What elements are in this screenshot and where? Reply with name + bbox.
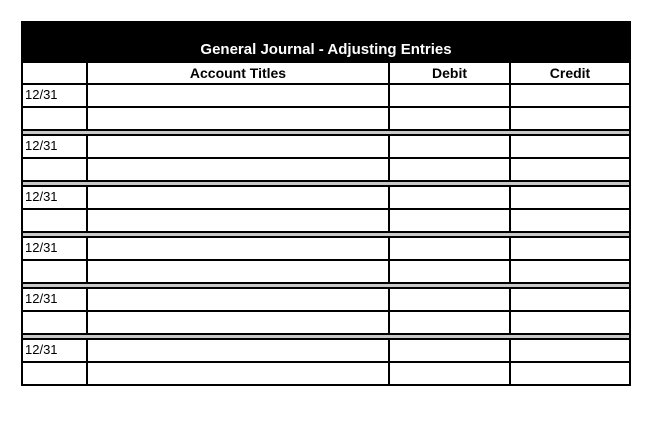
entry-6-line-1 <box>23 338 629 361</box>
general-journal-table <box>21 21 631 386</box>
entry-4-date: 12/31 <box>25 240 58 255</box>
entry-6-credit-cell[interactable] <box>509 340 629 361</box>
column-header-row <box>23 61 629 83</box>
entry-4-credit-cell[interactable] <box>509 238 629 259</box>
entry-5-debit-cell-2[interactable] <box>388 312 509 333</box>
entry-2-debit-cell-2[interactable] <box>388 159 509 180</box>
entry-6-credit-cell-2[interactable] <box>509 363 629 384</box>
entry-1-debit-cell[interactable] <box>388 85 509 106</box>
entry-5-date-blank <box>23 312 86 333</box>
entry-1-date: 12/31 <box>25 87 58 102</box>
account-titles-column-header: Account Titles <box>86 63 388 83</box>
entry-3-credit-cell[interactable] <box>509 187 629 208</box>
entry-1-debit-cell-2[interactable] <box>388 108 509 129</box>
entry-2-line-1 <box>23 134 629 157</box>
entry-1-account-cell-2[interactable] <box>86 108 388 129</box>
entry-4-account-cell[interactable] <box>86 238 388 259</box>
entry-4-line-2 <box>23 259 629 282</box>
entry-6-debit-cell[interactable] <box>388 340 509 361</box>
entry-5-line-1 <box>23 287 629 310</box>
entry-2-line-2 <box>23 157 629 180</box>
entry-4-credit-cell-2[interactable] <box>509 261 629 282</box>
entry-5-account-cell[interactable] <box>86 289 388 310</box>
debit-column-header: Debit <box>388 63 509 83</box>
entry-2-credit-cell[interactable] <box>509 136 629 157</box>
entry-2-date-blank <box>23 159 86 180</box>
entry-1-line-2 <box>23 106 629 129</box>
entry-4-debit-cell-2[interactable] <box>388 261 509 282</box>
entry-5-credit-cell-2[interactable] <box>509 312 629 333</box>
entry-1-credit-cell[interactable] <box>509 85 629 106</box>
entry-5-account-cell-2[interactable] <box>86 312 388 333</box>
entry-5-date: 12/31 <box>25 291 58 306</box>
entry-6-account-cell[interactable] <box>86 340 388 361</box>
entry-2-account-cell-2[interactable] <box>86 159 388 180</box>
entry-1-credit-cell-2[interactable] <box>509 108 629 129</box>
entry-2-credit-cell-2[interactable] <box>509 159 629 180</box>
entry-3-date-blank <box>23 210 86 231</box>
entry-3-account-cell-2[interactable] <box>86 210 388 231</box>
entry-6-debit-cell-2[interactable] <box>388 363 509 384</box>
entry-6-date-blank <box>23 363 86 384</box>
entry-3-line-2 <box>23 208 629 231</box>
entry-4-debit-cell[interactable] <box>388 238 509 259</box>
entry-1-line-1 <box>23 83 629 106</box>
entry-5-credit-cell[interactable] <box>509 289 629 310</box>
entry-2-account-cell[interactable] <box>86 136 388 157</box>
entry-2-date: 12/31 <box>25 138 58 153</box>
credit-column-header: Credit <box>509 63 629 83</box>
entry-5-debit-cell[interactable] <box>388 289 509 310</box>
entry-1-account-cell[interactable] <box>86 85 388 106</box>
entry-4-line-1 <box>23 236 629 259</box>
entry-1-date-blank <box>23 108 86 129</box>
entry-4-date-blank <box>23 261 86 282</box>
entry-6-date: 12/31 <box>25 342 58 357</box>
date-column-header <box>23 63 86 83</box>
entry-5-line-2 <box>23 310 629 333</box>
entry-3-debit-cell-2[interactable] <box>388 210 509 231</box>
entry-3-credit-cell-2[interactable] <box>509 210 629 231</box>
journal-title: General Journal - Adjusting Entries <box>23 23 629 61</box>
entry-6-account-cell-2[interactable] <box>86 363 388 384</box>
entry-3-date: 12/31 <box>25 189 58 204</box>
entry-4-account-cell-2[interactable] <box>86 261 388 282</box>
entry-3-account-cell[interactable] <box>86 187 388 208</box>
entry-3-debit-cell[interactable] <box>388 187 509 208</box>
entry-6-line-2 <box>23 361 629 384</box>
entry-3-line-1 <box>23 185 629 208</box>
entry-2-debit-cell[interactable] <box>388 136 509 157</box>
